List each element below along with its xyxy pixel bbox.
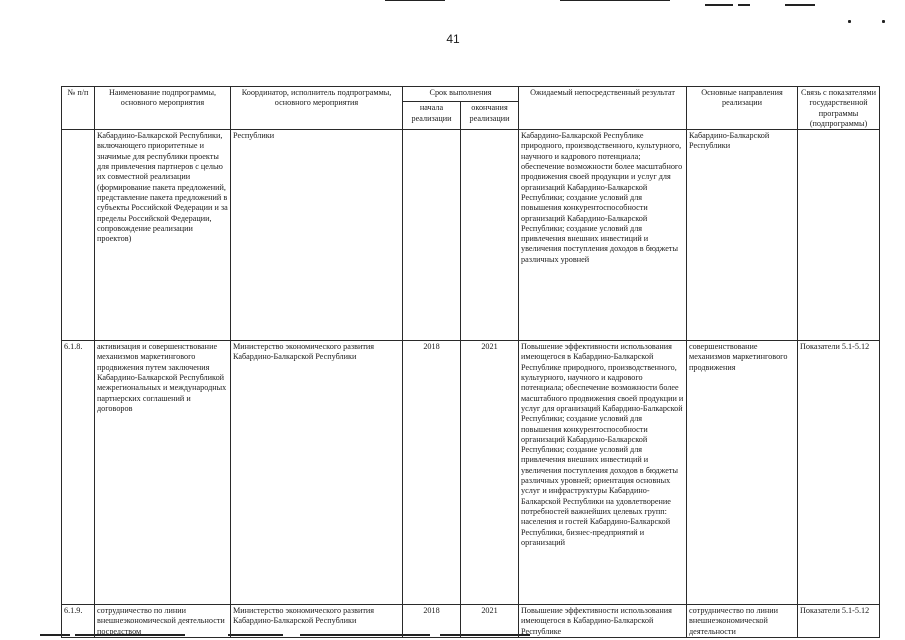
row-start xyxy=(403,130,461,341)
row-link: Показатели 5.1-5.12 xyxy=(798,605,880,638)
header-end: окончания реализации xyxy=(461,102,519,130)
table-row xyxy=(62,605,880,638)
scan-artifact-top-5 xyxy=(785,4,815,6)
row-num: 6.1.9. xyxy=(62,605,95,638)
header-name: Наименование подпрограммы, основного мероприятия xyxy=(95,87,231,130)
row-result: Кабардино-Балкарской Республике природного, производственного, культурного, научного и кадрового потенциала; обеспечение возможности более масштабного продвижения своей продукции и услуг для организаций Кабардино-Балкарской Республики; создание условий для повышения конкурентоспособности организаций Кабардино-Балкарской Республики; создание условий для привлечения внешних инвестиций и увеличения поступления доходов в бюджеты различных уровней xyxy=(519,130,687,341)
row-name: сотрудничество по линии внешнеэкономической деятельности посредством xyxy=(95,605,231,638)
row-start: 2018 xyxy=(403,341,461,605)
header-result: Ожидаемый непосредственный результат xyxy=(519,87,687,130)
row-name: Кабардино-Балкарской Республики, включающего приоритетные и значимые для республики проекты для привлечения партнеров с целью их совместной реализации (формирование пакета предложений, представление пакета предложений в субъекты Российской Федерации и за пределы Российской Федерации, сопровождение реализации проектов) xyxy=(95,130,231,341)
row-name: активизация и совершенствование механизмов маркетингового продвижения путем заключения Кабардино-Балкарской Республикой межрегиональных и международных партнерских соглашений и договоров xyxy=(95,341,231,605)
header-start: начала реализации xyxy=(403,102,461,130)
row-coordinator: Республики xyxy=(231,130,403,341)
table-row xyxy=(62,130,880,341)
row-coordinator: Министерство экономического развития Кабардино-Балкарской Республики xyxy=(231,341,403,605)
row-start: 2018 xyxy=(403,605,461,638)
row-coordinator: Министерство экономического развития Кабардино-Балкарской Республики xyxy=(231,605,403,638)
program-activities-table xyxy=(61,86,880,638)
header-directions: Основные направления реализации xyxy=(687,87,798,130)
row-num: 6.1.8. xyxy=(62,341,95,605)
header-coordinator: Координатор, исполнитель подпрограммы, основного мероприятия xyxy=(231,87,403,130)
header-link: Связь с показателями государственной программы (подпрограммы) xyxy=(798,87,880,130)
scan-artifact-top-4 xyxy=(738,4,750,6)
row-link xyxy=(798,130,880,341)
table-row xyxy=(62,341,880,605)
row-end: 2021 xyxy=(461,341,519,605)
page-number: 41 xyxy=(446,32,460,46)
scan-artifact-dot-2 xyxy=(882,20,885,23)
scan-artifact-top-2 xyxy=(560,0,670,1)
row-link: Показатели 5.1-5.12 xyxy=(798,341,880,605)
header-num: № п/п xyxy=(62,87,95,130)
row-directions: сотрудничество по линии внешнеэкономической деятельности xyxy=(687,605,798,638)
row-result: Повышение эффективности использования имеющегося в Кабардино-Балкарской Республике природного, производственного, культурного, научного и кадрового потенциала; обеспечение возможности более масштабного продвижения своей продукции и услуг для организаций Кабардино-Балкарской Республики; создание условий для повышения конкурентоспособности организаций Кабардино-Балкарской Республики; создание условий для привлечения внешних инвестиций и увеличения поступления доходов в бюджеты различных уровней; ориентация основных услуг и инфраструктуры Кабардино-Балкарской Республики на удовлетворение потребностей важнейших целевых групп: населения и гостей Кабардино-Балкарской Республики, бизнес-предприятий и организаций xyxy=(519,341,687,605)
scan-artifact-dot-1 xyxy=(848,20,851,23)
scan-artifact-top-3 xyxy=(705,4,733,6)
scan-artifact-top-1 xyxy=(385,0,445,1)
row-num xyxy=(62,130,95,341)
row-directions: Кабардино-Балкарской Республики xyxy=(687,130,798,341)
row-result: Повышение эффективности использования имеющегося в Кабардино-Балкарской Республике xyxy=(519,605,687,638)
header-term: Срок выполнения xyxy=(403,87,519,102)
row-directions: совершенствование механизмов маркетингового продвижения xyxy=(687,341,798,605)
row-end: 2021 xyxy=(461,605,519,638)
row-end xyxy=(461,130,519,341)
table-header-row xyxy=(62,87,880,102)
